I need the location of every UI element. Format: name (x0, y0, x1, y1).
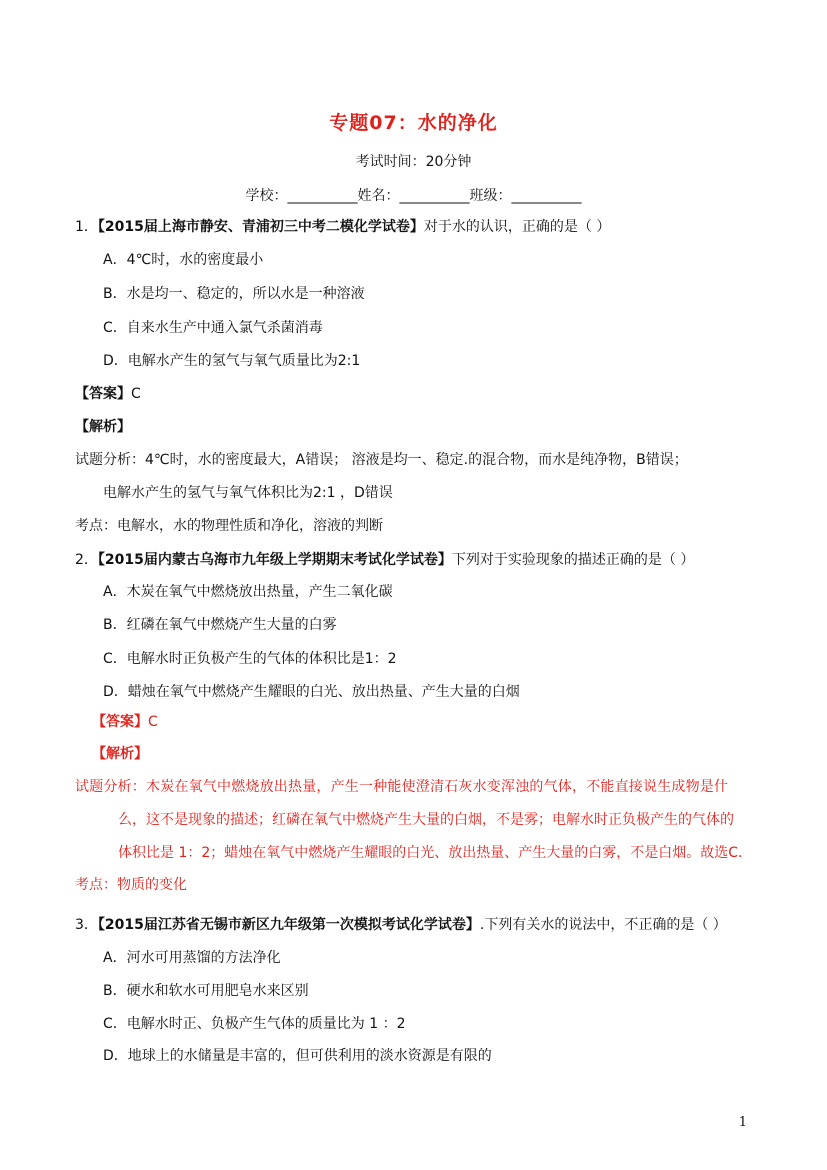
option-a: A．河水可用蒸馏的方法净化 (103, 950, 281, 966)
question-source: 【2015届江苏省无锡市新区九年级第一次模拟考试化学试卷】 (97, 917, 480, 933)
option-b: B．水是均一、稳定的，所以水是一种溶液 (103, 286, 365, 302)
question-number: 1． (75, 219, 98, 235)
option-a: A．木炭在氧气中燃烧放出热量，产生二氧化碳 (103, 584, 393, 600)
option-c: C．自来水生产中通入氯气杀菌消毒 (103, 320, 323, 336)
question-text: 下列对于实验现象的描述正确的是（ ） (451, 552, 695, 568)
option-d: D．电解水产生的氢气与氧气质量比为2:1 (103, 353, 361, 369)
question-2-stem (75, 549, 694, 569)
question-number: 3． (75, 917, 98, 933)
answer-value: C (131, 386, 141, 402)
option-c: C．电解水时正负极产生的气体的体积比是1：2 (103, 651, 397, 667)
option-c: C．电解水时正、负极产生气体的质量比为 1 ：2 (103, 1016, 406, 1032)
analysis-label: 【解析】 (92, 746, 148, 762)
analysis-text: 么，这不是现象的描述；红磷在氧气中燃烧产生大量的白烟，不是雾；电解水时正负极产生的气体的 (118, 812, 734, 828)
option-b: B．红磷在氧气中燃烧产生大量的白雾 (103, 617, 337, 633)
answer-label: 【答案】 (92, 714, 148, 730)
answer-label: 【答案】 (75, 386, 131, 402)
question-text: .下列有关水的说法中，不正确的是（ ） (479, 917, 727, 933)
analysis-label: 【解析】 (75, 419, 131, 435)
question-1-stem (75, 216, 610, 236)
analysis-text: 试题分析：4℃时，水的密度最大，A错误； 溶液是均一、稳定.的混合物，而水是纯净物，B错误； (75, 452, 688, 468)
option-a: A．4℃时，水的密度最小 (103, 252, 264, 268)
page-number: 1 (738, 1115, 747, 1130)
option-b: B．硬水和软水可用肥皂水来区别 (103, 983, 309, 999)
question-source: 【2015届内蒙古乌海市九年级上学期期末考试化学试卷】 (97, 552, 452, 568)
question-3-stem (75, 914, 727, 934)
exam-time: 考试时间：20分钟 (355, 154, 472, 170)
analysis-text: 体积比是 1：2；蜡烛在氧气中燃烧产生耀眼的白光、放出热量、产生大量的白雾，不是白烟。故选C． (118, 845, 753, 861)
analysis-text: 试题分析：木炭在氧气中燃烧放出热量，产生一种能使澄清石灰水变浑浊的气体，不能直接说生成物是什 (75, 779, 729, 795)
page-title: 专题07：水的净化 (329, 112, 498, 134)
analysis-text: 电解水产生的氢气与氧气体积比为2:1 ，D错误 (103, 485, 393, 501)
knowledge-point: 考点：物质的变化 (75, 877, 187, 893)
option-d: D．地球上的水储量是丰富的，但可供利用的淡水资源是有限的 (103, 1048, 492, 1064)
question-text: 对于水的认识，正确的是（ ） (423, 219, 611, 235)
answer-line (92, 711, 158, 731)
knowledge-point: 考点：电解水，水的物理性质和净化，溶液的判断 (75, 518, 383, 534)
option-d: D．蜡烛在氧气中燃烧产生耀眼的白光、放出热量、产生大量的白烟 (103, 684, 520, 700)
answer-line (75, 383, 141, 403)
question-number: 2． (75, 552, 98, 568)
student-info-fields: 学校：__________姓名：__________班级：__________ (245, 188, 582, 204)
question-source: 【2015届上海市静安、青浦初三中考二模化学试卷】 (97, 219, 424, 235)
answer-value: C (148, 714, 158, 730)
